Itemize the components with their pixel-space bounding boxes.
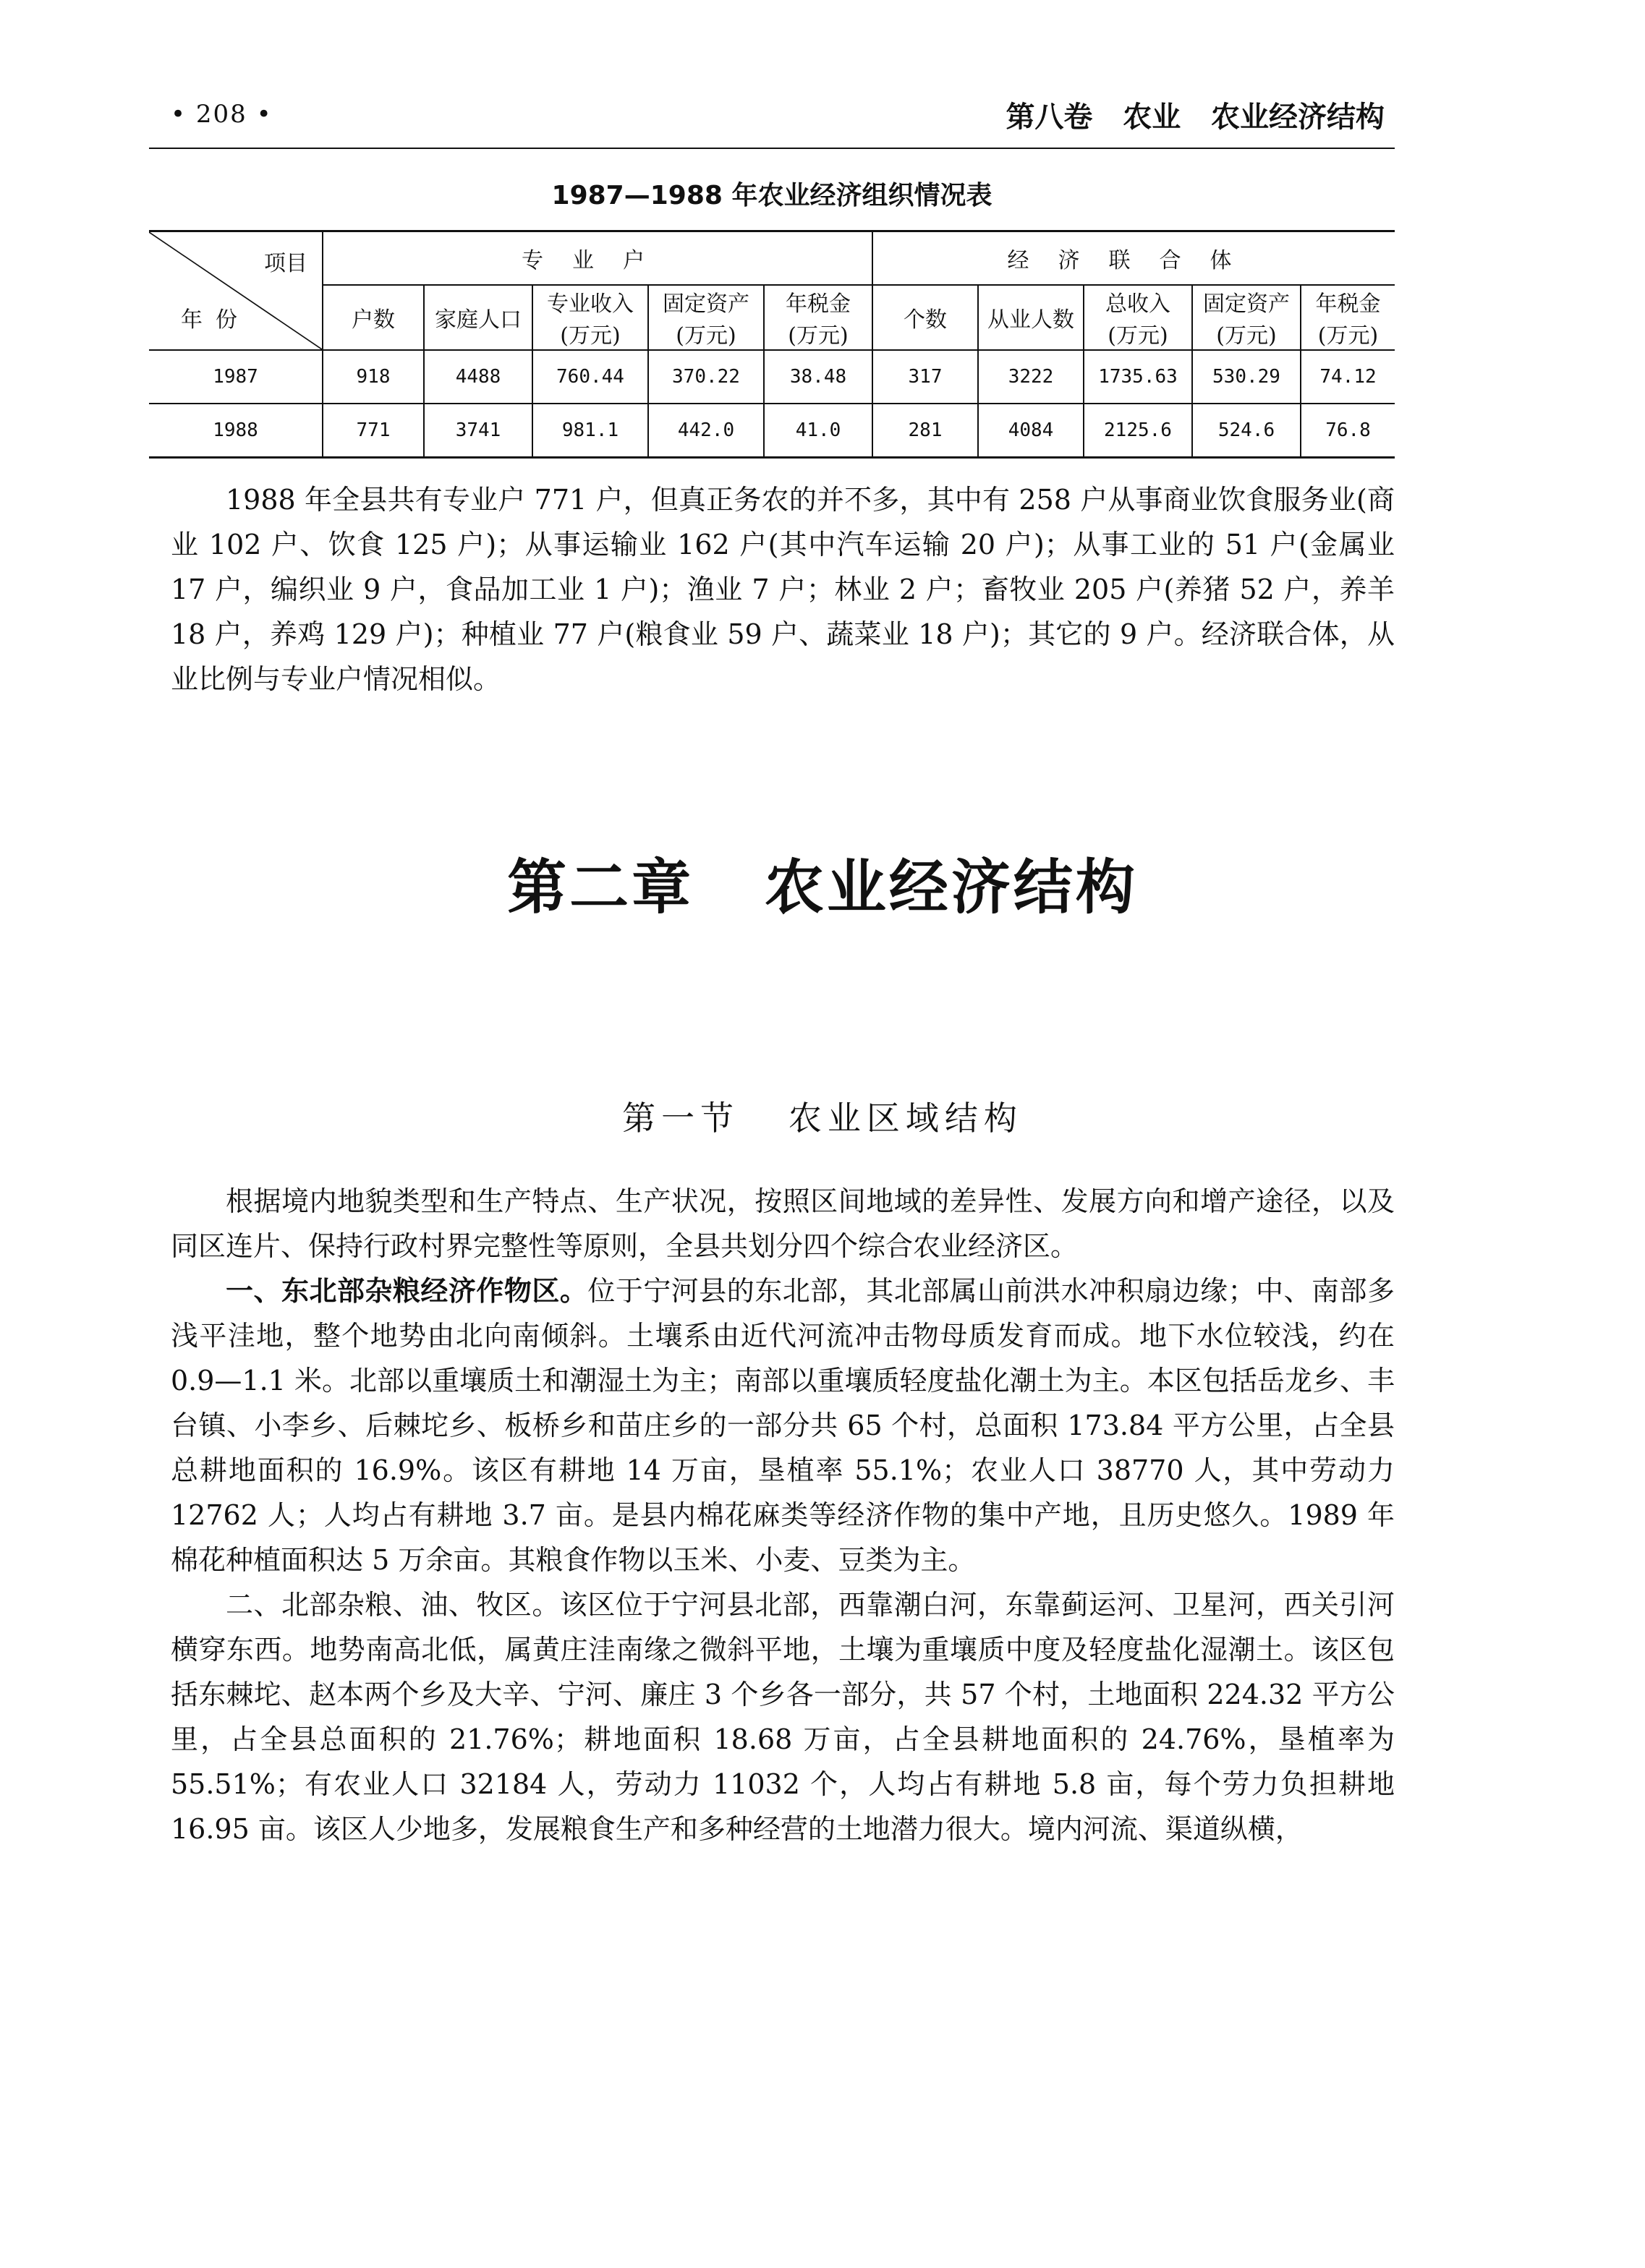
col-header: 户数 xyxy=(323,285,424,350)
data-cell: 2125.6 xyxy=(1084,404,1192,458)
col-header: 年税金 (万元) xyxy=(764,285,872,350)
data-cell: 981.1 xyxy=(532,404,648,458)
intro-text xyxy=(171,477,1395,702)
corner-label-item: 项目 xyxy=(264,251,307,276)
header-rule xyxy=(149,148,1395,149)
running-title: 第八卷 农业 农业经济结构 xyxy=(1006,101,1385,134)
table-row xyxy=(149,404,1395,458)
data-cell: 771 xyxy=(323,404,424,458)
col-header: 个数 xyxy=(872,285,978,350)
col-header: 专业收入 (万元) xyxy=(532,285,648,350)
paragraph-2-heading: 一、东北部杂粮经济作物区。 xyxy=(226,1275,588,1307)
data-cell: 76.8 xyxy=(1301,404,1395,458)
intro-paragraph: 1988 年全县共有专业户 771 户，但真正务农的并不多，其中有 258 户从事商业饮食服务业(商业 102 户、饮食 125 户)；从事运输业 162 户(其中汽车运输 20 户)；从事工业的 51 户(金属业 17 户，编织业 9 户，食品加工业 1 户)；渔业 7 户；林业 2 户；畜牧业 205 户(养猪 52 户，养羊 18 户，养鸡 129 户)；种植业 77 户(粮食业 59 户、蔬菜业 18 户)；其它的 9 户。经济联合体，从业比例与专业户情况相似。 xyxy=(171,484,1395,695)
col-header: 家庭人口 xyxy=(424,285,532,350)
chapter-title: 第二章 农业经济结构 xyxy=(507,853,1138,922)
year-cell: 1987 xyxy=(149,350,323,404)
paragraph-3-heading: 二、北部杂粮、油、牧区。 xyxy=(226,1589,560,1621)
paragraph-3-text: 该区位于宁河县北部，西靠潮白河，东靠蓟运河、卫星河，西关引河横穿东西。地势南高北低，属黄庄洼南缘之微斜平地，土壤为重壤质中度及轻度盐化湿潮土。该区包括东棘坨、赵本两个乡及大辛、宁河、廉庄 3 个乡各一部分，共 57 个村，土地面积 224.32 平方公里，占全县总面积的 21.76%；耕地面积 18.68 万亩，占全县耕地面积的 24.76%，垦植率为 55.51%；有农业人口 32184 人，劳动力 11032 个，人均占有耕地 5.8 亩，每个劳力负担耕地 16.95 亩。该区人少地多，发展粮食生产和多种经营的土地潜力很大。境内河流、渠道纵横， xyxy=(171,1589,1395,1845)
body-text xyxy=(171,1179,1395,1851)
group-header-economic-consortium: 经济联合体 xyxy=(872,231,1395,286)
year-cell: 1988 xyxy=(149,404,323,458)
col-header: 固定资产 (万元) xyxy=(648,285,764,350)
data-cell: 317 xyxy=(872,350,978,404)
page-number: • 208 • xyxy=(171,100,273,129)
data-cell: 3741 xyxy=(424,404,532,458)
paragraph-2-text: 位于宁河县的东北部，其北部属山前洪水冲积扇边缘；中、南部多浅平洼地，整个地势由北向南倾斜。土壤系由近代河流冲击物母质发育而成。地下水位较浅，约在 0.9—1.1 米。北部以重壤质土和潮湿土为主；南部以重壤质轻度盐化潮土为主。本区包括岳龙乡、丰台镇、小李乡、后棘坨乡、板桥乡和苗庄乡的一部分共 65 个村，总面积 173.84 平方公里，占全县总耕地面积的 16.9%。该区有耕地 14 万亩，垦植率 55.1%；农业人口 38770 人，其中劳动力 12762 人；人均占有耕地 3.7 亩。是县内棉花麻类等经济作物的集中产地，且历史悠久。1989 年棉花种植面积达 5 万余亩。其粮食作物以玉米、小麦、豆类为主。 xyxy=(171,1275,1395,1576)
data-cell: 524.6 xyxy=(1192,404,1301,458)
paragraph-1: 根据境内地貌类型和生产特点、生产状况，按照区间地域的差异性、发展方向和增产途径，以及同区连片、保持行政村界完整性等原则，全县共划分四个综合农业经济区。 xyxy=(171,1185,1395,1262)
data-cell: 918 xyxy=(323,350,424,404)
section-title: 第一节 农业区域结构 xyxy=(622,1099,1023,1138)
paragraph-2 xyxy=(171,1269,1395,1582)
data-cell: 4488 xyxy=(424,350,532,404)
col-header: 年税金 (万元) xyxy=(1301,285,1395,350)
col-header: 固定资产 (万元) xyxy=(1192,285,1301,350)
data-cell: 442.0 xyxy=(648,404,764,458)
table-title: 1987—1988 年农业经济组织情况表 xyxy=(551,181,992,210)
data-cell: 3222 xyxy=(978,350,1084,404)
table-corner-cell xyxy=(149,231,323,351)
organization-table xyxy=(149,230,1395,459)
group-header-specialized-households: 专业户 xyxy=(323,231,872,286)
col-header: 从业人数 xyxy=(978,285,1084,350)
data-cell: 38.48 xyxy=(764,350,872,404)
data-cell: 370.22 xyxy=(648,350,764,404)
paragraph-3 xyxy=(171,1582,1395,1851)
data-cell: 530.29 xyxy=(1192,350,1301,404)
corner-label-year: 年份 xyxy=(181,307,250,333)
data-cell: 281 xyxy=(872,404,978,458)
data-cell: 760.44 xyxy=(532,350,648,404)
table-row xyxy=(149,350,1395,404)
data-cell: 74.12 xyxy=(1301,350,1395,404)
data-cell: 1735.63 xyxy=(1084,350,1192,404)
data-cell: 4084 xyxy=(978,404,1084,458)
data-cell: 41.0 xyxy=(764,404,872,458)
col-header: 总收入 (万元) xyxy=(1084,285,1192,350)
